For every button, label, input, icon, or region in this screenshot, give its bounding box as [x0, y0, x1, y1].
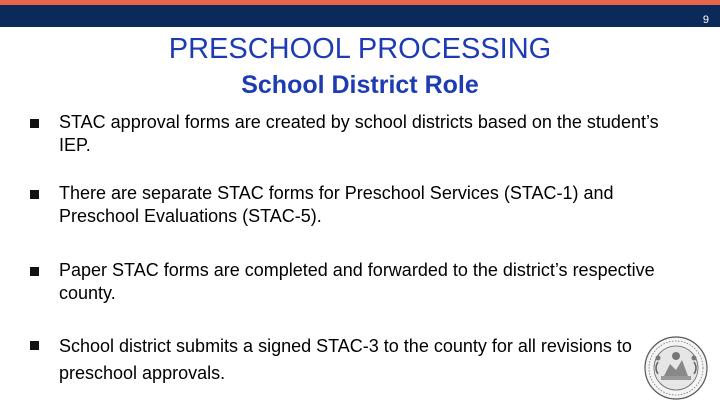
state-seal-icon: [644, 336, 708, 400]
square-bullet-icon: [30, 267, 39, 276]
bullet-text: STAC approval forms are created by school districts based on the student’s IEP.: [59, 112, 659, 155]
top-header-band: [0, 5, 720, 27]
slide-title: PRESCHOOL PROCESSING: [168, 33, 552, 65]
square-bullet-icon: [30, 119, 39, 128]
bullet-text: Paper STAC forms are completed and forwarded to the district’s respective county.: [59, 260, 655, 303]
page-number: 9: [702, 14, 709, 26]
square-bullet-icon: [30, 341, 39, 350]
square-bullet-icon: [30, 190, 39, 199]
bullet-text: There are separate STAC forms for Preschool Services (STAC-1) and Preschool Evaluations (STAC-5).: [59, 183, 614, 226]
bullet-text: School district submits a signed STAC-3 to the county for all revisions to preschool approvals.: [59, 336, 632, 383]
slide-subtitle: School District Role: [241, 71, 479, 99]
